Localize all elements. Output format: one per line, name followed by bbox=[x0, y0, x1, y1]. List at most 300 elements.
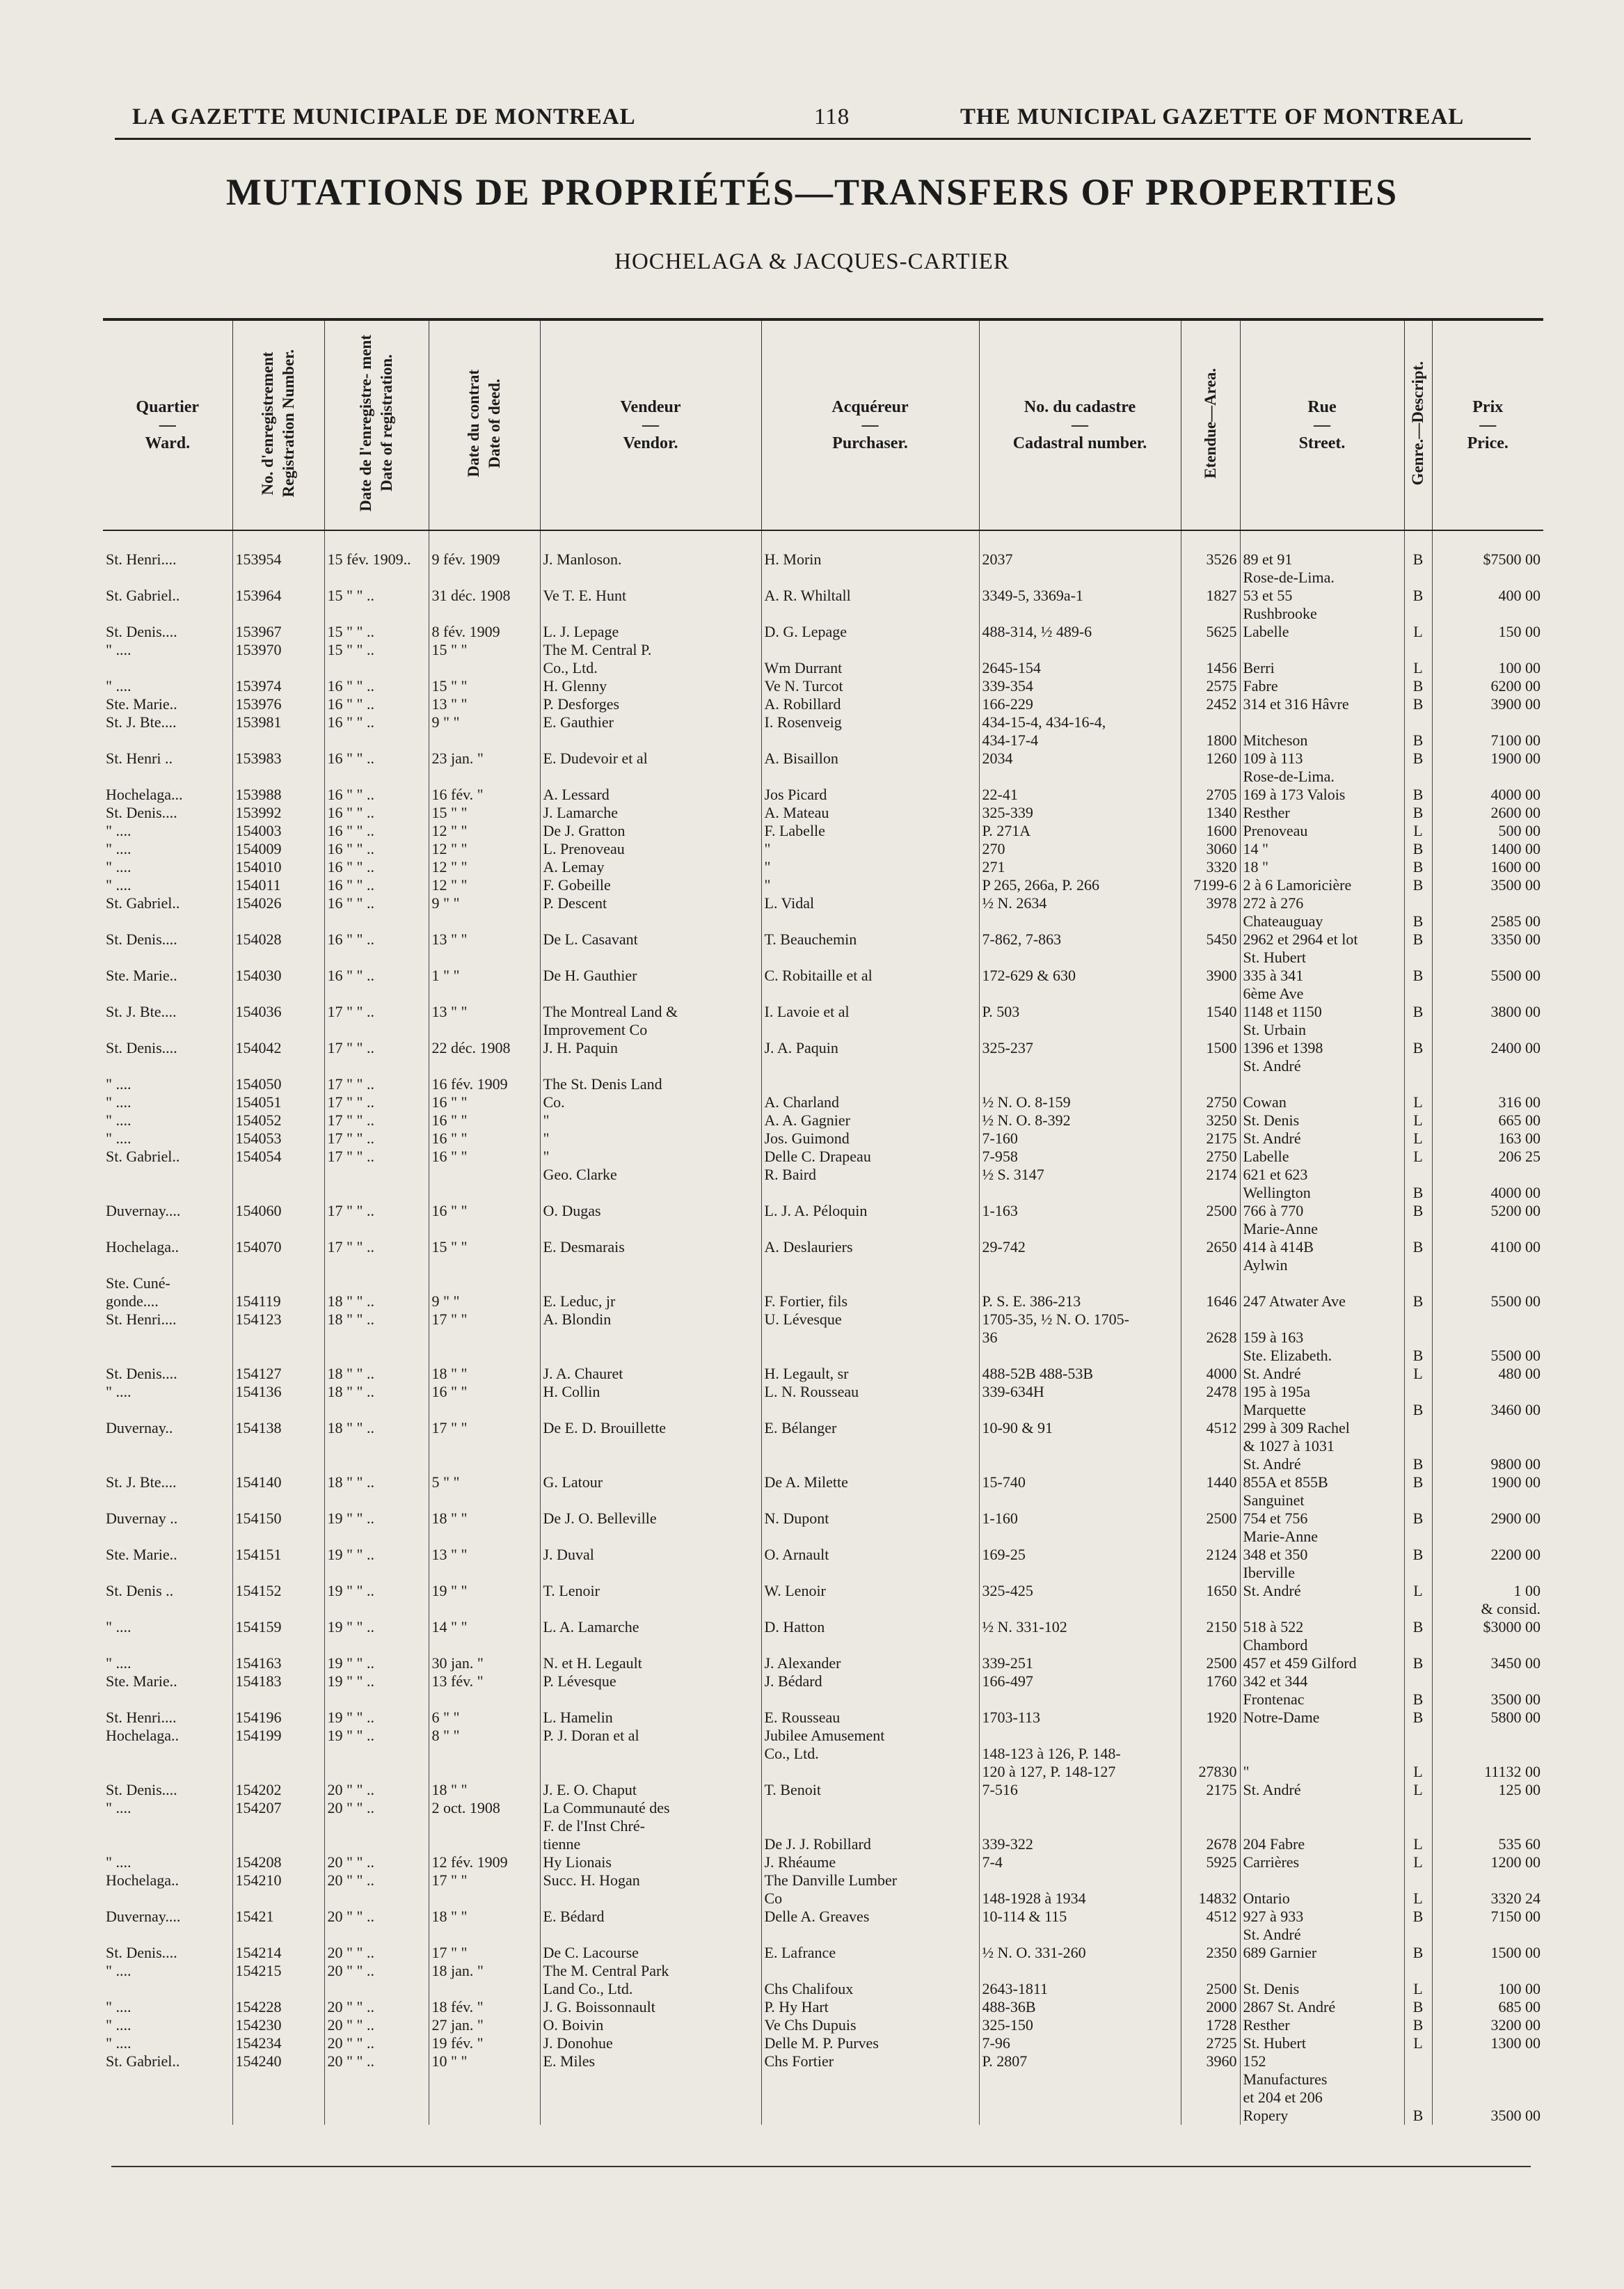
cell-cadastral-number: 1-163 bbox=[979, 1202, 1181, 1238]
cell-cadastral-number: 2034 bbox=[979, 750, 1181, 786]
cell-ward: " .... Ste. Marie.. St. J. Bte.... bbox=[106, 677, 177, 731]
cell-cadastral-number: 7-4 148-1928 à 1934 bbox=[979, 1853, 1181, 1908]
table-row bbox=[103, 1944, 1543, 1998]
cell-deed-date: 18 " " bbox=[429, 1510, 540, 1546]
cell-price: 1200 00 3320 24 bbox=[1432, 1853, 1543, 1908]
cell-vendor: N. et H. Legault P. Lévesque bbox=[540, 1654, 761, 1709]
table-row bbox=[103, 623, 1543, 677]
cell-cadastral-number: 2037 bbox=[979, 530, 1181, 587]
cell-registration-number: 154196 154199 bbox=[232, 1709, 324, 1781]
cell-purchaser: C. Robitaille et al bbox=[761, 967, 979, 1003]
cell-purchaser: H. Legault, sr L. N. Rousseau bbox=[761, 1365, 979, 1419]
cell-cadastral-number: 1-160 bbox=[979, 1510, 1181, 1546]
cell-area: 1440 bbox=[1181, 1473, 1240, 1510]
cell-registration-date: 20 " " .. 20 " " .. bbox=[324, 1781, 429, 1853]
table-row bbox=[103, 1781, 1543, 1853]
cell-vendor: E. Bédard bbox=[540, 1908, 761, 1944]
cell-registration-date: 16 " " .. bbox=[324, 930, 429, 967]
cell-ward: Hochelaga... St. Denis.... " .... " .... " .... " .... St. Gabriel.. bbox=[106, 786, 183, 912]
cell-description: B bbox=[1404, 1039, 1432, 1075]
col-header-purchaser: Acquéreur — Purchaser. bbox=[761, 319, 979, 530]
cell-description: B bbox=[1404, 1510, 1432, 1546]
cell-registration-date: 20 " " .. 20 " " .. bbox=[324, 1853, 429, 1908]
cell-vendor: E. Desmarais bbox=[540, 1238, 761, 1274]
cell-purchaser: Jos Picard A. Mateau F. Labelle " " " L. Vidal bbox=[761, 786, 979, 930]
cell-deed-date: 8 fév. 1909 15 " " bbox=[429, 623, 540, 677]
transfers-table bbox=[103, 318, 1543, 2125]
cell-description: B bbox=[1404, 1419, 1432, 1473]
cell-registration-date: 15 " " .. bbox=[324, 587, 429, 623]
cell-purchaser: D. Hatton bbox=[761, 1618, 979, 1654]
cell-area: 5925 14832 bbox=[1181, 1853, 1240, 1908]
cell-price: 685 00 3200 00 1300 00 3500 00 bbox=[1432, 1998, 1543, 2125]
cell-street: 855A et 855B Sanguinet bbox=[1240, 1473, 1404, 1510]
cell-cadastral-number: 488-36B 325-150 7-96 P. 2807 bbox=[979, 1998, 1181, 2125]
cell-description: B bbox=[1404, 587, 1432, 623]
cell-ward: Duvernay.. bbox=[106, 1419, 173, 1436]
col-header-street: Rue — Street. bbox=[1240, 319, 1404, 530]
cell-deed-date: 18 " " 2 oct. 1908 bbox=[429, 1781, 540, 1853]
cell-purchaser: Ve N. Turcot A. Robillard I. Rosenveig bbox=[761, 677, 979, 750]
cell-registration-number: 154070 bbox=[232, 1238, 324, 1274]
col-header-ward: Quartier — Ward. bbox=[103, 319, 232, 530]
cell-ward: Duvernay.... bbox=[106, 1202, 181, 1219]
cell-registration-number: 15421 bbox=[232, 1908, 324, 1944]
cell-street: 299 à 309 Rachel & 1027 à 1031 St. André bbox=[1240, 1419, 1404, 1473]
cell-ward: St. Denis.... " .... bbox=[106, 623, 177, 658]
cell-street: St. André 204 Fabre bbox=[1240, 1781, 1404, 1853]
cell-cadastral-number: 172-629 & 630 bbox=[979, 967, 1181, 1003]
cell-cadastral-number: 169-25 bbox=[979, 1546, 1181, 1582]
table-row bbox=[103, 1908, 1543, 1944]
table-row bbox=[103, 1473, 1543, 1510]
cell-registration-number: 153974 153976 153981 bbox=[232, 677, 324, 750]
cell-price: 4000 00 2600 00 500 00 1400 00 1600 00 3500 00 2585 00 bbox=[1432, 786, 1543, 930]
cell-ward: Ste. Cuné- gonde.... St. Henri.... bbox=[106, 1274, 177, 1328]
table-row bbox=[103, 1546, 1543, 1582]
cell-area: 2150 bbox=[1181, 1618, 1240, 1654]
cell-purchaser: Delle A. Greaves bbox=[761, 1908, 979, 1944]
cell-purchaser: E. Lafrance Chs Chalifoux bbox=[761, 1944, 979, 1998]
cell-purchaser: J. Alexander J. Bédard bbox=[761, 1654, 979, 1709]
cell-area: 2575 2452 1800 bbox=[1181, 677, 1240, 750]
cell-registration-date: 19 " " .. bbox=[324, 1510, 429, 1546]
cell-registration-number: 154060 bbox=[232, 1202, 324, 1238]
cell-vendor: J. G. Boissonnault O. Boivin J. Donohue E. Miles bbox=[540, 1998, 761, 2125]
cell-street: 2962 et 2964 et lot St. Hubert bbox=[1240, 930, 1404, 967]
cell-price: 5800 00 11132 00 bbox=[1432, 1709, 1543, 1781]
cell-vendor: J. E. O. Chaput La Communauté des F. de l'Inst Chré- tienne bbox=[540, 1781, 761, 1853]
cell-cadastral-number: ½ N. 331-102 bbox=[979, 1618, 1181, 1654]
cell-vendor: G. Latour bbox=[540, 1473, 761, 1510]
cell-area: 1827 bbox=[1181, 587, 1240, 623]
cell-cadastral-number: 325-237 bbox=[979, 1039, 1181, 1075]
cell-cadastral-number: ½ N. O. 8-159 ½ N. O. 8-392 7-160 7-958 ½ S. 3147 bbox=[979, 1075, 1181, 1202]
cell-ward: St. Gabriel.. bbox=[106, 587, 180, 604]
cell-registration-date: 15 fév. 1909.. bbox=[324, 530, 429, 587]
cell-price: 2400 00 bbox=[1432, 1039, 1543, 1075]
cell-street: 766 à 770 Marie-Anne bbox=[1240, 1202, 1404, 1238]
cell-street: St. André bbox=[1240, 1582, 1404, 1618]
cell-description: B bbox=[1404, 1473, 1432, 1510]
cell-deed-date: 15 " " bbox=[429, 1238, 540, 1274]
cell-registration-number: 154150 bbox=[232, 1510, 324, 1546]
cell-price: 1900 00 bbox=[1432, 1473, 1543, 1510]
cell-area: 1540 bbox=[1181, 1003, 1240, 1039]
cell-description: B bbox=[1404, 750, 1432, 786]
col-header-description: Genre.—Descript. bbox=[1404, 319, 1432, 530]
cell-deed-date: 18 fév. " 27 jan. " 19 fév. " 10 " " bbox=[429, 1998, 540, 2125]
cell-ward: Ste. Marie.. bbox=[106, 1546, 177, 1563]
cell-registration-date: 19 " " .. 19 " " .. bbox=[324, 1654, 429, 1709]
cell-street: Notre-Dame " bbox=[1240, 1709, 1404, 1781]
cell-cadastral-number: 339-354 166-229 434-15-4, 434-16-4, 434-17-4 bbox=[979, 677, 1181, 750]
cell-street: 518 à 522 Chambord bbox=[1240, 1618, 1404, 1654]
cell-vendor: J. Duval bbox=[540, 1546, 761, 1582]
cell-description: L L bbox=[1404, 623, 1432, 677]
bottom-rule bbox=[111, 2166, 1531, 2167]
cell-price: 480 00 3460 00 bbox=[1432, 1365, 1543, 1419]
cell-area: 2350 2500 bbox=[1181, 1944, 1240, 1998]
table-row bbox=[103, 587, 1543, 623]
cell-price: 125 00 535 60 bbox=[1432, 1781, 1543, 1853]
cell-area: 3900 bbox=[1181, 967, 1240, 1003]
col-header-registration-number: No. d'enregistrement Registration Number. bbox=[232, 319, 324, 530]
table-row bbox=[103, 1419, 1543, 1473]
cell-area: 4512 bbox=[1181, 1419, 1240, 1473]
table-header-row bbox=[103, 319, 1543, 530]
cell-description: B L bbox=[1404, 1709, 1432, 1781]
cell-description: B bbox=[1404, 1238, 1432, 1274]
page-subtitle: HOCHELAGA & JACQUES-CARTIER bbox=[614, 249, 1010, 274]
cell-street: 53 et 55 Rushbrooke bbox=[1240, 587, 1404, 623]
cell-registration-number: 154159 bbox=[232, 1618, 324, 1654]
cell-cadastral-number: 3349-5, 3369a-1 bbox=[979, 587, 1181, 623]
cell-registration-date: 19 " " .. bbox=[324, 1582, 429, 1618]
cell-registration-number: 154163 154183 bbox=[232, 1654, 324, 1709]
cell-registration-date: 16 " " .. bbox=[324, 750, 429, 786]
cell-price: 1 00 & consid. bbox=[1432, 1582, 1543, 1618]
cell-street: 414 à 414B Aylwin bbox=[1240, 1238, 1404, 1274]
cell-deed-date: 16 fév. 1909 16 " " 16 " " 16 " " 16 " " bbox=[429, 1075, 540, 1202]
cell-area: 5625 1456 bbox=[1181, 623, 1240, 677]
header-rule bbox=[115, 138, 1531, 140]
cell-vendor: H. Glenny P. Desforges E. Gauthier bbox=[540, 677, 761, 750]
cell-area: 1260 bbox=[1181, 750, 1240, 786]
cell-purchaser: J. Rhéaume The Danville Lumber Co bbox=[761, 1853, 979, 1908]
cell-registration-date: 19 " " .. bbox=[324, 1546, 429, 1582]
table-row bbox=[103, 1853, 1543, 1908]
cell-registration-date: 17 " " .. 17 " " .. 17 " " .. 17 " " .. 17 " " .. bbox=[324, 1075, 429, 1202]
cell-deed-date: 16 " " bbox=[429, 1202, 540, 1238]
cell-deed-date: 17 " " bbox=[429, 1419, 540, 1473]
cell-vendor: Hy Lionais Succ. H. Hogan bbox=[540, 1853, 761, 1908]
cell-description: L L bbox=[1404, 1781, 1432, 1853]
cell-purchaser: L. J. A. Péloquin bbox=[761, 1202, 979, 1238]
cell-vendor: E. Leduc, jr A. Blondin bbox=[540, 1274, 761, 1365]
cell-registration-number: 154127 154136 bbox=[232, 1365, 324, 1419]
cell-registration-number: 153983 bbox=[232, 750, 324, 786]
cell-vendor: De J. O. Belleville bbox=[540, 1510, 761, 1546]
cell-registration-date: 19 " " .. 19 " " .. bbox=[324, 1709, 429, 1781]
cell-deed-date: 5 " " bbox=[429, 1473, 540, 1510]
cell-purchaser: A. Charland A. A. Gagnier Jos. Guimond Delle C. Drapeau R. Baird bbox=[761, 1075, 979, 1202]
cell-price: 5500 00 5500 00 bbox=[1432, 1274, 1543, 1365]
col-header-vendor: Vendeur — Vendor. bbox=[540, 319, 761, 530]
cell-registration-number: 154036 bbox=[232, 1003, 324, 1039]
cell-registration-number: 153988 153992 154003 154009 154010 154011 154026 bbox=[232, 786, 324, 930]
cell-street: 89 et 91 Rose-de-Lima. bbox=[1240, 530, 1404, 587]
cell-purchaser: F. Fortier, fils U. Lévesque bbox=[761, 1274, 979, 1365]
cell-registration-date: 18 " " .. bbox=[324, 1419, 429, 1473]
table-row bbox=[103, 1582, 1543, 1618]
cell-registration-date: 18 " " .. 18 " " .. bbox=[324, 1365, 429, 1419]
cell-ward: St. Denis.... " .... bbox=[106, 1365, 177, 1400]
cell-registration-date: 18 " " .. bbox=[324, 1473, 429, 1510]
cell-street: 2867 St. André Resther St. Hubert 152 Manufactures et 204 et 206 Ropery bbox=[1240, 1998, 1404, 2125]
cell-area: 2000 1728 2725 3960 bbox=[1181, 1998, 1240, 2125]
cell-price: 1900 00 bbox=[1432, 750, 1543, 786]
col-header-cadastral-number: No. du cadastre — Cadastral number. bbox=[979, 319, 1181, 530]
cell-ward: St. Denis .. bbox=[106, 1582, 174, 1599]
table-row bbox=[103, 1003, 1543, 1039]
cell-price: 4100 00 bbox=[1432, 1238, 1543, 1274]
table-row bbox=[103, 1998, 1543, 2125]
cell-price: $7500 00 bbox=[1432, 530, 1543, 587]
cell-street: Labelle Berri bbox=[1240, 623, 1404, 677]
cell-street: Carrières Ontario bbox=[1240, 1853, 1404, 1908]
cell-description: B bbox=[1404, 1003, 1432, 1039]
cell-registration-number: 154140 bbox=[232, 1473, 324, 1510]
cell-registration-number: 154119 154123 bbox=[232, 1274, 324, 1365]
cell-ward: " .... Hochelaga.. bbox=[106, 1853, 180, 1889]
cell-ward: St. Denis.... " .... bbox=[106, 1781, 177, 1816]
cell-area: 5450 bbox=[1181, 930, 1240, 967]
cell-ward: St. Henri.... Hochelaga.. bbox=[106, 1709, 180, 1744]
cell-purchaser: P. Hy Hart Ve Chs Dupuis Delle M. P. Purves Chs Fortier bbox=[761, 1998, 979, 2125]
cell-vendor: E. Dudevoir et al bbox=[540, 750, 761, 786]
cell-ward: St. J. Bte.... bbox=[106, 1473, 177, 1491]
cell-deed-date: 23 jan. " bbox=[429, 750, 540, 786]
cell-deed-date: 16 fév. " 15 " " 12 " " 12 " " 12 " " 12 " " 9 " " bbox=[429, 786, 540, 930]
cell-vendor: De L. Casavant bbox=[540, 930, 761, 967]
cell-ward: St. Henri .. bbox=[106, 750, 173, 767]
page-number: 118 bbox=[814, 104, 850, 129]
cell-street: 1396 et 1398 St. André bbox=[1240, 1039, 1404, 1075]
cell-deed-date: 14 " " bbox=[429, 1618, 540, 1654]
cell-description: B B bbox=[1404, 1654, 1432, 1709]
table-row bbox=[103, 1274, 1543, 1365]
table-row bbox=[103, 786, 1543, 930]
cell-price: 2200 00 bbox=[1432, 1546, 1543, 1582]
cell-purchaser: E. Bélanger bbox=[761, 1419, 979, 1473]
cell-street: 247 Atwater Ave 159 à 163 Ste. Elizabeth. bbox=[1240, 1274, 1404, 1365]
cell-registration-number: 154202 154207 bbox=[232, 1781, 324, 1853]
cell-vendor: J. A. Chauret H. Collin bbox=[540, 1365, 761, 1419]
cell-description: B B bbox=[1404, 1274, 1432, 1365]
col-header-deed-date: Date du contrat Date of deed. bbox=[429, 319, 540, 530]
cell-street: St. André 195 à 195a Marquette bbox=[1240, 1365, 1404, 1419]
running-head-french: LA GAZETTE MUNICIPALE DE MONTREAL bbox=[132, 104, 636, 129]
cell-deed-date: 9 fév. 1909 bbox=[429, 530, 540, 587]
cell-cadastral-number: P. 503 bbox=[979, 1003, 1181, 1039]
cell-street: 457 et 459 Gilford 342 et 344 Frontenac bbox=[1240, 1654, 1404, 1709]
cell-price: 9800 00 bbox=[1432, 1419, 1543, 1473]
cell-deed-date: 18 " " bbox=[429, 1908, 540, 1944]
cell-description: B bbox=[1404, 1618, 1432, 1654]
cell-street: 754 et 756 Marie-Anne bbox=[1240, 1510, 1404, 1546]
cell-cadastral-number: 15-740 bbox=[979, 1473, 1181, 1510]
running-head-english: THE MUNICIPAL GAZETTE OF MONTREAL bbox=[960, 104, 1465, 129]
cell-street: 927 à 933 St. André bbox=[1240, 1908, 1404, 1944]
cell-area: 3526 bbox=[1181, 530, 1240, 587]
cell-description: L L L L B bbox=[1404, 1075, 1432, 1202]
cell-street: Cowan St. Denis St. André Labelle 621 et 623 Wellington bbox=[1240, 1075, 1404, 1202]
cell-ward: St. J. Bte.... bbox=[106, 1003, 177, 1020]
cell-registration-date: 17 " " .. bbox=[324, 1003, 429, 1039]
cell-vendor: O. Dugas bbox=[540, 1202, 761, 1238]
cell-registration-date: 17 " " .. bbox=[324, 1238, 429, 1274]
cell-registration-number: 154151 bbox=[232, 1546, 324, 1582]
cell-description: L L bbox=[1404, 1853, 1432, 1908]
cell-street: 1148 et 1150 St. Urbain bbox=[1240, 1003, 1404, 1039]
cell-registration-date: 19 " " .. bbox=[324, 1618, 429, 1654]
table-row bbox=[103, 1238, 1543, 1274]
cell-cadastral-number: 325-425 bbox=[979, 1582, 1181, 1618]
cell-registration-number: 154042 bbox=[232, 1039, 324, 1075]
cell-vendor: The Montreal Land & Improvement Co bbox=[540, 1003, 761, 1039]
cell-registration-date: 15 " " .. 15 " " .. bbox=[324, 623, 429, 677]
table-row bbox=[103, 930, 1543, 967]
cell-registration-date: 16 " " .. 16 " " .. 16 " " .. bbox=[324, 677, 429, 750]
cell-cadastral-number: 488-314, ½ 489-6 2645-154 bbox=[979, 623, 1181, 677]
cell-registration-number: 154050 154051 154052 154053 154054 bbox=[232, 1075, 324, 1202]
cell-ward: " .... " .... " .... St. Gabriel.. bbox=[106, 1998, 180, 2070]
cell-cadastral-number: 29-742 bbox=[979, 1238, 1181, 1274]
cell-description: B bbox=[1404, 1908, 1432, 1944]
cell-cadastral-number: P. S. E. 386-213 1705-35, ½ N. O. 1705- 36 bbox=[979, 1274, 1181, 1365]
cell-cadastral-number: 7-862, 7-863 bbox=[979, 930, 1181, 967]
cell-area: 4512 bbox=[1181, 1908, 1240, 1944]
cell-registration-number: 154228 154230 154234 154240 bbox=[232, 1998, 324, 2125]
cell-purchaser: I. Lavoie et al bbox=[761, 1003, 979, 1039]
cell-ward: St. Denis.... bbox=[106, 930, 177, 948]
cell-area: 2124 bbox=[1181, 1546, 1240, 1582]
cell-area: 2500 bbox=[1181, 1202, 1240, 1238]
cell-registration-date: 18 " " .. 18 " " .. bbox=[324, 1274, 429, 1365]
cell-ward: " .... " .... " .... " .... St. Gabriel.. bbox=[106, 1075, 180, 1165]
cell-cadastral-number: 22-41 325-339 P. 271A 270 271 P 265, 266a, P. 266 ½ N. 2634 bbox=[979, 786, 1181, 930]
cell-street: 109 à 113 Rose-de-Lima. bbox=[1240, 750, 1404, 786]
cell-deed-date: 15 " " 13 " " 9 " " bbox=[429, 677, 540, 750]
cell-registration-date: 20 " " .. 20 " " .. 20 " " .. 20 " " .. bbox=[324, 1998, 429, 2125]
cell-price: 7150 00 bbox=[1432, 1908, 1543, 1944]
cell-street: 169 à 173 Valois Resther Prenoveau 14 " 18 " 2 à 6 Lamoricière 272 à 276 Chateauguay bbox=[1240, 786, 1404, 930]
cell-description: B bbox=[1404, 1202, 1432, 1238]
cell-purchaser: E. Rousseau Jubilee Amusement Co., Ltd. bbox=[761, 1709, 979, 1781]
cell-purchaser: A. Bisaillon bbox=[761, 750, 979, 786]
cell-purchaser: De A. Milette bbox=[761, 1473, 979, 1510]
cell-description: B bbox=[1404, 930, 1432, 967]
cell-deed-date: 22 déc. 1908 bbox=[429, 1039, 540, 1075]
cell-vendor: The St. Denis Land Co. " " " Geo. Clarke bbox=[540, 1075, 761, 1202]
cell-deed-date: 6 " " 8 " " bbox=[429, 1709, 540, 1781]
cell-description: B bbox=[1404, 967, 1432, 1003]
cell-vendor: De C. Lacourse The M. Central Park Land Co., Ltd. bbox=[540, 1944, 761, 1998]
cell-ward: St. Henri.... bbox=[106, 551, 177, 568]
cell-price: 3800 00 bbox=[1432, 1003, 1543, 1039]
cell-ward: " .... Ste. Marie.. bbox=[106, 1654, 177, 1690]
cell-registration-date: 20 " " .. bbox=[324, 1908, 429, 1944]
cell-area: 2500 1760 bbox=[1181, 1654, 1240, 1709]
cell-ward: Duvernay.... bbox=[106, 1908, 181, 1925]
col-header-price: Prix — Price. bbox=[1432, 319, 1543, 530]
cell-ward: Hochelaga.. bbox=[106, 1238, 180, 1256]
cell-registration-number: 154152 bbox=[232, 1582, 324, 1618]
cell-purchaser: O. Arnault bbox=[761, 1546, 979, 1582]
cell-description: B bbox=[1404, 530, 1432, 587]
cell-vendor: De E. D. Brouillette bbox=[540, 1419, 761, 1473]
cell-registration-date: 20 " " .. 20 " " .. bbox=[324, 1944, 429, 1998]
cell-area: 2650 bbox=[1181, 1238, 1240, 1274]
cell-price: 3450 00 3500 00 bbox=[1432, 1654, 1543, 1709]
cell-deed-date: 17 " " 18 jan. " bbox=[429, 1944, 540, 1998]
cell-registration-number: 153967 153970 bbox=[232, 623, 324, 677]
cell-ward: Duvernay .. bbox=[106, 1510, 178, 1527]
cell-vendor: De H. Gauthier bbox=[540, 967, 761, 1003]
cell-area: 1650 bbox=[1181, 1582, 1240, 1618]
cell-deed-date: 9 " " 17 " " bbox=[429, 1274, 540, 1365]
cell-cadastral-number: 7-516 339-322 bbox=[979, 1781, 1181, 1853]
table-row bbox=[103, 677, 1543, 750]
cell-street: Fabre 314 et 316 Hâvre Mitcheson bbox=[1240, 677, 1404, 750]
cell-area: 2705 1340 1600 3060 3320 7199-6 3978 bbox=[1181, 786, 1240, 930]
cell-ward: Ste. Marie.. bbox=[106, 967, 177, 984]
cell-cadastral-number: ½ N. O. 331-260 2643-1811 bbox=[979, 1944, 1181, 1998]
cell-price: 5500 00 bbox=[1432, 967, 1543, 1003]
table-row bbox=[103, 1075, 1543, 1202]
cell-description: B B L B B B B bbox=[1404, 786, 1432, 930]
table-row bbox=[103, 1618, 1543, 1654]
cell-price: $3000 00 bbox=[1432, 1618, 1543, 1654]
cell-price: 3350 00 bbox=[1432, 930, 1543, 967]
cell-deed-date: 13 " " bbox=[429, 1546, 540, 1582]
cell-deed-date: 13 " " bbox=[429, 1003, 540, 1039]
cell-vendor: Ve T. E. Hunt bbox=[540, 587, 761, 623]
table-row bbox=[103, 530, 1543, 587]
cell-area: 1500 bbox=[1181, 1039, 1240, 1075]
cell-registration-date: 16 " " .. 16 " " .. 16 " " .. 16 " " .. 16 " " .. 16 " " .. 16 " " .. bbox=[324, 786, 429, 930]
table-row bbox=[103, 1510, 1543, 1546]
cell-area: 2500 bbox=[1181, 1510, 1240, 1546]
cell-area: 2175 2678 bbox=[1181, 1781, 1240, 1853]
table-row bbox=[103, 1365, 1543, 1419]
cell-cadastral-number: 339-251 166-497 bbox=[979, 1654, 1181, 1709]
cell-description: B bbox=[1404, 1546, 1432, 1582]
cell-purchaser: N. Dupont bbox=[761, 1510, 979, 1546]
cell-area: 1920 27830 bbox=[1181, 1709, 1240, 1781]
table-row bbox=[103, 750, 1543, 786]
cell-cadastral-number: 10-90 & 91 bbox=[979, 1419, 1181, 1473]
cell-registration-date: 17 " " .. bbox=[324, 1039, 429, 1075]
cell-registration-number: 153964 bbox=[232, 587, 324, 623]
cell-deed-date: 12 fév. 1909 17 " " bbox=[429, 1853, 540, 1908]
cell-cadastral-number: 488-52B 488-53B 339-634H bbox=[979, 1365, 1181, 1419]
cell-cadastral-number: 1703-113 148-123 à 126, P. 148- 120 à 127, P. 148-127 bbox=[979, 1709, 1181, 1781]
table-row bbox=[103, 1709, 1543, 1781]
cell-purchaser: D. G. Lepage Wm Durrant bbox=[761, 623, 979, 677]
cell-purchaser: H. Morin bbox=[761, 530, 979, 587]
